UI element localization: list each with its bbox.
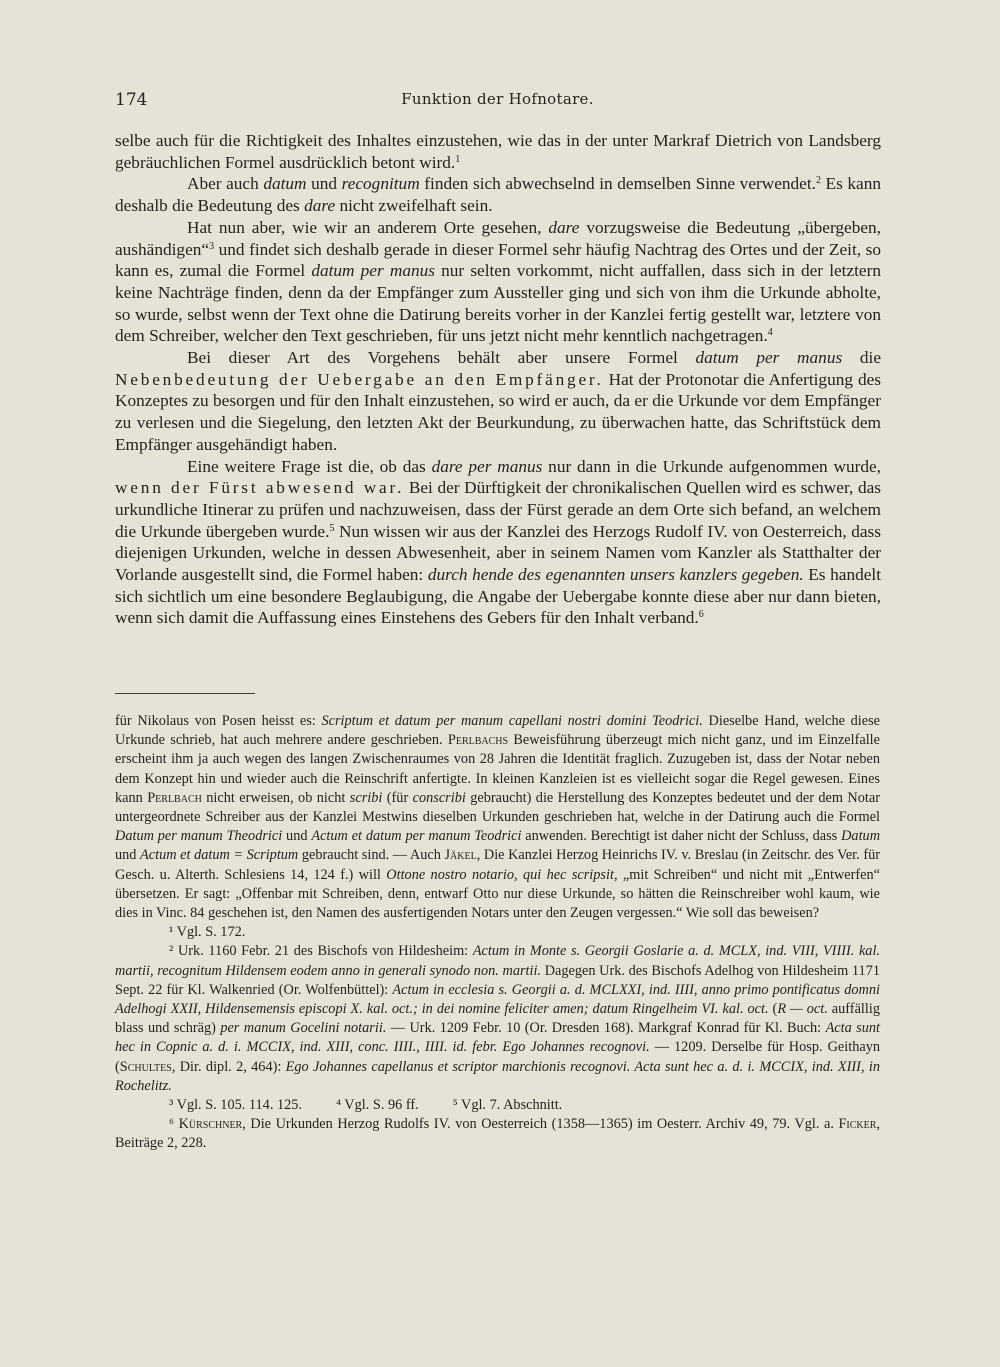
footnote-marker: ³ [169, 1097, 174, 1114]
italic-term: R — oct. [777, 1001, 828, 1018]
text-run: nicht zweifelhaft sein. [335, 196, 493, 216]
text-run: Es handelt sich sichtlich um eine besondere Beglaubigung, die Angabe der Uebergabe konnte diese aber nur dann bieten, wenn sich damit die Auffassung eines Einstehens des Gebers für den Inhalt verband. [115, 565, 881, 628]
page-number: 174 [115, 90, 148, 110]
text-run: Dagegen Urk. des Bischofs Adelhog von Hildesheim 1171 Sept. 22 für Kl. Walkenried (Or. Wolfenbüttel): [115, 962, 880, 998]
italic-term: dare [548, 217, 580, 237]
footnote-divider [115, 693, 255, 694]
italic-term: Actum et datum per manum Teodrici [311, 828, 522, 845]
italic-term: Acta sunt hec in Copnic a. d. i. MCCIX, ind. XIII, conc. IIII., IIII. id. febr. Ego Johannes recognovi. [115, 1020, 880, 1056]
footnote-ref: 5 [329, 522, 335, 534]
text-run: Vgl. S. 105. 114. 125. [173, 1097, 302, 1114]
text-run: , Dir. dipl. 2, 464): [171, 1058, 286, 1075]
paragraph [115, 456, 881, 630]
text-run: vorzugsweise die Bedeutung „übergeben, aushändigen“ [115, 217, 881, 259]
italic-term: datum per manus [311, 261, 435, 281]
text-run: (für [382, 789, 413, 806]
text-run: Hat nun aber, wie wir an anderem Orte gesehen, [187, 217, 549, 237]
footnote-ref: 2 [815, 175, 821, 187]
italic-term: Datum per manum Theodrici [115, 828, 283, 845]
footnote-ref: 6 [698, 609, 704, 621]
text-run: Vgl. 7. Abschnitt. [457, 1097, 563, 1114]
italic-term: datum per manus [695, 348, 843, 368]
spaced-emphasis: wenn der Fürst abwesend war. [115, 478, 405, 498]
text-run: und [282, 828, 312, 845]
footnote-marker: ¹ [169, 924, 174, 941]
text-run: Urk. 1160 Febr. 21 des Bischofs von Hildesheim: [173, 943, 473, 960]
text-run: Vgl. S. 96 ff. [340, 1097, 419, 1114]
italic-term: Datum [841, 828, 881, 845]
footnote-continuation [115, 712, 880, 923]
text-run: gebraucht sind. — Auch [298, 847, 445, 864]
footnote-ref: 4 [767, 327, 773, 339]
text-run: , Die Urkunden Herzog Rudolfs IV. von Oesterreich (1358—1365) im Oesterr. Archiv 49, 79. Vgl. a. [242, 1116, 839, 1133]
text-run: Bei der Dürftigkeit der chronikalischen Quellen wird es schwer, das urkundliche Itinerar zu prüfen und nachzuweisen, dass der Fürst gerade an dem Orte sich befand, an welchem die Urkunde übergeben wurde. [115, 478, 881, 541]
paragraph [115, 347, 881, 456]
author-name: Schultes [119, 1058, 172, 1075]
text-run: , Die Kanzlei Herzog Heinrichs IV. v. Breslau (in Zeitschr. des Ver. für Gesch. u. Alterth. Schlesiens 14, 124 f.) will [115, 847, 880, 883]
text-run: gebraucht) die Herstellung des Konzeptes bedeutet und der dem Notar untergeordnete Schreiber aus der Kanzlei Mestwins dieselben Urkunden geschrieben hat, welche in der Datirung auch die Formel [115, 789, 880, 826]
text-run: Beweisführung überzeugt mich nicht ganz, und im Einzelfalle erscheint ihm ja auch wegen des langen Zwischenraumes von 28 Jahren die Identität fraglich. Zuzugeben ist, dass der Notar neben dem Konzept hin und wieder auch die Reinschrift anfertigte. In kleinen Kanzleien ist es vielleicht sogar die Regel gewesen. Eines kann [115, 732, 881, 806]
text-run: — 1209. Derselbe für Hosp. Geithayn ( [115, 1039, 880, 1075]
text-run: selbe auch für die Richtigkeit des Inhaltes einzustehen, wie das in der unter Markraf Dietrich von Landsberg gebräuchlichen Formel ausdrücklich betont wird. [115, 131, 881, 172]
text-run: , Beiträge 2, 228. [115, 1116, 881, 1152]
italic-term: per manum Gocelini notarii. [220, 1020, 387, 1037]
paragraph [115, 173, 881, 216]
text-run: „mit Schreiben“ und nicht mit „Entwerfen“ übersetzen. Er sagt: „Offenbar mit Schreiben, denn, entwarf Otto nur diese Urkunde, so hätten die Reinschreiber wohl kaum, wie dies in Vinc. 84 geschehen ist, den Namen des ausfertigenden Notars unter den Zeugen vergessen.“ Wie soll das beweisen? [115, 866, 880, 922]
italic-term: Ego Johannes capellanus et scriptor marchionis recognovi. Acta sunt hec a. d. i. MCCIX, ind. XIII, in Rochelitz. [115, 1058, 880, 1094]
text-run: nur selten vorkommt, nicht auffallen, dass sich in der letztern keine Nachträge finden, denn da der Empfänger zum Aussteller ging und sich von ihm die Urkunde abholte, so wurde, selbst wenn der Text ohne die Datirung bereits vorher in der Kanzlei fertig gestellt war, letztere von dem Schreiber, welcher den Text geschrieben, für uns jetzt nicht mehr kenntlich nachgetragen. [115, 261, 882, 346]
footnotes [115, 712, 880, 1154]
italic-term: Actum et datum = Scriptum [140, 847, 299, 864]
text-run: — Urk. 1209 Febr. 10 (Or. Dresden 168). Markgraf Konrad für Kl. Buch: [386, 1020, 826, 1037]
italic-term: conscribi [412, 789, 466, 806]
text-run: Hat der Protonotar die Anfertigung des Konzeptes zu besorgen und für den Inhalt einzustehen, so wird er auch, da er die Urkunde vor dem Empfänger zu verlesen und die Siegelung, den letzten Akt der Beurkundung, zu überwachen hatte, das Schriftstück dem Empfänger ausgehändigt haben. [115, 369, 881, 454]
text-run: finden sich abwechselnd in demselben Sinne verwendet. [419, 174, 816, 194]
author-name: Ficker [838, 1116, 877, 1133]
paragraph [115, 217, 881, 347]
text-run: Dieselbe Hand, welche diese Urkunde schrieb, hat auch mehrere andere geschrieben. [115, 713, 880, 749]
footnote-ref: 1 [455, 153, 461, 165]
italic-term: dare [304, 196, 336, 216]
italic-term: Actum in ecclesia s. Georgii a. d. MCLXXI, ind. IIII, anno primo pontificatus domni Adelhogi XXII, Hildensemensis episcopi X. kal. oct.; in dei nomine feliciter amen; datum Ringelheim VI. kal. oct. [115, 981, 880, 1018]
text-run: nur dann in die Urkunde aufgenommen wurde, [542, 456, 881, 476]
author-name: Kürschner [178, 1116, 243, 1133]
text-run: ( [768, 1001, 778, 1018]
footnote-marker: ⁴ [335, 1097, 341, 1114]
text-run: die [842, 348, 881, 368]
italic-term: durch hende des egenannten unsers kanzlers gegeben. [427, 565, 804, 585]
author-name: Perlbachs [447, 732, 509, 749]
text-run: Aber auch [187, 174, 264, 194]
italic-term: dare per manus [431, 456, 543, 476]
spaced-emphasis: Nebenbedeutung der Uebergabe an den Empfänger. [115, 369, 604, 389]
footnote-ref: 3 [209, 240, 215, 252]
footnote-marker: ² [169, 943, 174, 960]
page-header [115, 90, 880, 114]
footnote-6 [115, 1115, 880, 1153]
text-run: und [306, 174, 342, 194]
text-run: anwenden. Berechtigt ist daher nicht der Schluss, dass [521, 828, 842, 845]
italic-term: Actum in Monte s. Georgii Goslarie a. d. MCLX, ind. VIII, VIIII. kal. martii, recognitum Hildensem eodem anno in generali synodo non. martii. [115, 943, 881, 979]
author-name: Jäkel [444, 847, 477, 864]
running-title: Funktion der Hofnotare. [401, 90, 594, 108]
text-run: nicht erweisen, ob nicht [201, 789, 350, 806]
text-run: Es kann deshalb die Bedeutung des [115, 174, 881, 216]
italic-term: Scriptum et datum per manum capellani nostri domini Teodrici. [321, 713, 703, 729]
author-name: Perlbach [147, 789, 202, 806]
text-run: Eine weitere Frage ist die, ob das [187, 456, 432, 476]
text-run: und [115, 847, 141, 864]
footnote-marker: ⁵ [452, 1097, 458, 1114]
footnote-marker: ⁶ [169, 1116, 174, 1133]
italic-term: recognitum [341, 174, 420, 194]
italic-term: Ottone nostro notario, qui hec scripsit, [386, 866, 618, 883]
paragraph [115, 130, 881, 173]
text-run: Bei dieser Art des Vorgehens behält aber unsere Formel [187, 348, 696, 368]
text-run: auffällig blass und schräg) [115, 1001, 880, 1037]
italic-term: scribi [349, 789, 383, 806]
footnote-2 [115, 942, 880, 1096]
main-text [115, 130, 881, 629]
footnote-1 [115, 923, 880, 942]
text-run: und findet sich deshalb gerade in dieser Formel sehr häufig Nachtrag des Ortes und der Zeit, so kann es, zumal die Formel [115, 239, 881, 281]
italic-term: datum [263, 174, 307, 194]
text-run: für Nikolaus von Posen heisst es: [115, 713, 322, 729]
text-run: Nun wissen wir aus der Kanzlei des Herzogs Rudolf IV. von Oesterreich, dass diejenigen Urkunden, welche in dessen Abwesenheit, aber in seinem Namen vom Kanzler als Statthalter der Vorlande ausgestellt sind, die Formel haben: [115, 521, 881, 585]
text-run: Vgl. S. 172. [173, 924, 246, 941]
footnotes-3-4-5 [115, 1096, 880, 1115]
